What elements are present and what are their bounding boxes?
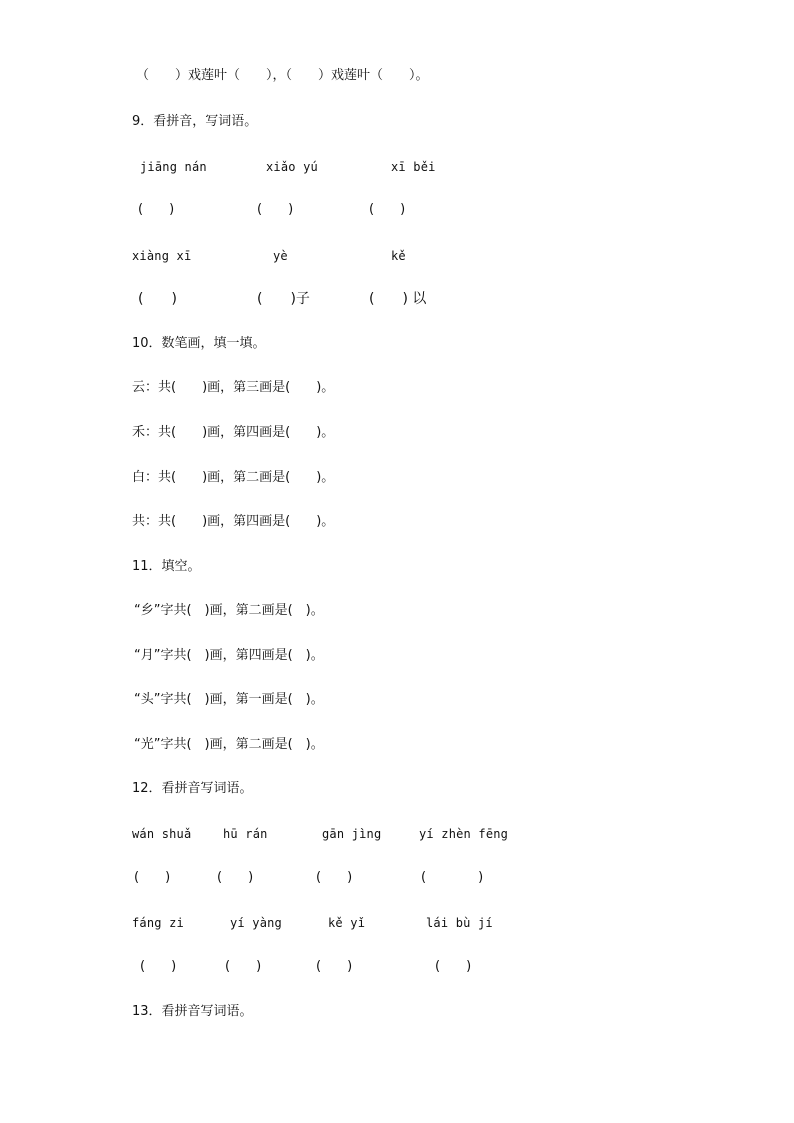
top-line: （ ）戏莲叶（ ），（ ）戏莲叶（ ）。 <box>136 68 429 83</box>
q9-blank-3[interactable]: ( ) <box>369 202 406 217</box>
q9-pinyin-2: xiǎo yú <box>266 160 318 174</box>
q12-pinyin-6: yí yàng <box>230 916 282 930</box>
q9-blank-6[interactable]: ( ) 以 <box>369 291 427 307</box>
q9-pinyin-5: yè <box>273 249 288 263</box>
q9-blank-2[interactable]: ( ) <box>257 202 294 217</box>
q12-pinyin-3: gān jìng <box>322 827 382 841</box>
q11-line-2: “月”字共( )画，第四画是( )。 <box>134 648 324 663</box>
q12-blank-8[interactable]: ( ) <box>435 959 472 974</box>
q12-pinyin-4: yí zhèn fēng <box>419 827 509 841</box>
q12-blank-1[interactable]: ( ) <box>134 870 171 885</box>
q12-pinyin-5: fáng zi <box>132 916 184 930</box>
q9-pinyin-4: xiàng xī <box>132 249 192 263</box>
q12-blank-2[interactable]: ( ) <box>217 870 254 885</box>
q12-title: 12．看拼音写词语。 <box>132 781 253 796</box>
q9-pinyin-1: jiāng nán <box>140 160 207 174</box>
q10-line-3: 白：共( )画，第二画是( )。 <box>132 470 335 485</box>
q10-line-2: 禾：共( )画，第四画是( )。 <box>132 425 335 440</box>
q10-line-4: 共：共( )画，第四画是( )。 <box>132 514 335 529</box>
q12-pinyin-1: wán shuǎ <box>132 827 192 841</box>
q12-pinyin-7: kě yǐ <box>328 916 366 930</box>
q9-blank-1[interactable]: ( ) <box>138 202 175 217</box>
q9-pinyin-3: xī běi <box>391 160 436 174</box>
q9-blank-5[interactable]: ( )子 <box>257 291 310 307</box>
q10-line-1: 云：共( )画，第三画是( )。 <box>132 380 335 395</box>
q11-line-3: “头”字共( )画，第一画是( )。 <box>134 692 324 707</box>
q12-blank-6[interactable]: ( ) <box>225 959 262 974</box>
q9-pinyin-6: kě <box>391 249 406 263</box>
q11-line-4: “光”字共( )画，第二画是( )。 <box>134 737 324 752</box>
q9-blank-4[interactable]: ( ) <box>138 291 177 307</box>
q9-title: 9．看拼音，写词语。 <box>132 114 258 129</box>
q11-title: 11．填空。 <box>132 559 201 574</box>
q13-title: 13．看拼音写词语。 <box>132 1004 253 1019</box>
q12-blank-3[interactable]: ( ) <box>316 870 353 885</box>
q12-blank-7[interactable]: ( ) <box>316 959 353 974</box>
q12-pinyin-8: lái bù jí <box>426 916 493 930</box>
q12-blank-5[interactable]: ( ) <box>140 959 177 974</box>
q12-pinyin-2: hū rán <box>223 827 268 841</box>
q11-line-1: “乡”字共( )画，第二画是( )。 <box>134 603 324 618</box>
q12-blank-4[interactable]: ( ) <box>421 870 484 885</box>
q10-title: 10．数笔画，填一填。 <box>132 336 266 351</box>
